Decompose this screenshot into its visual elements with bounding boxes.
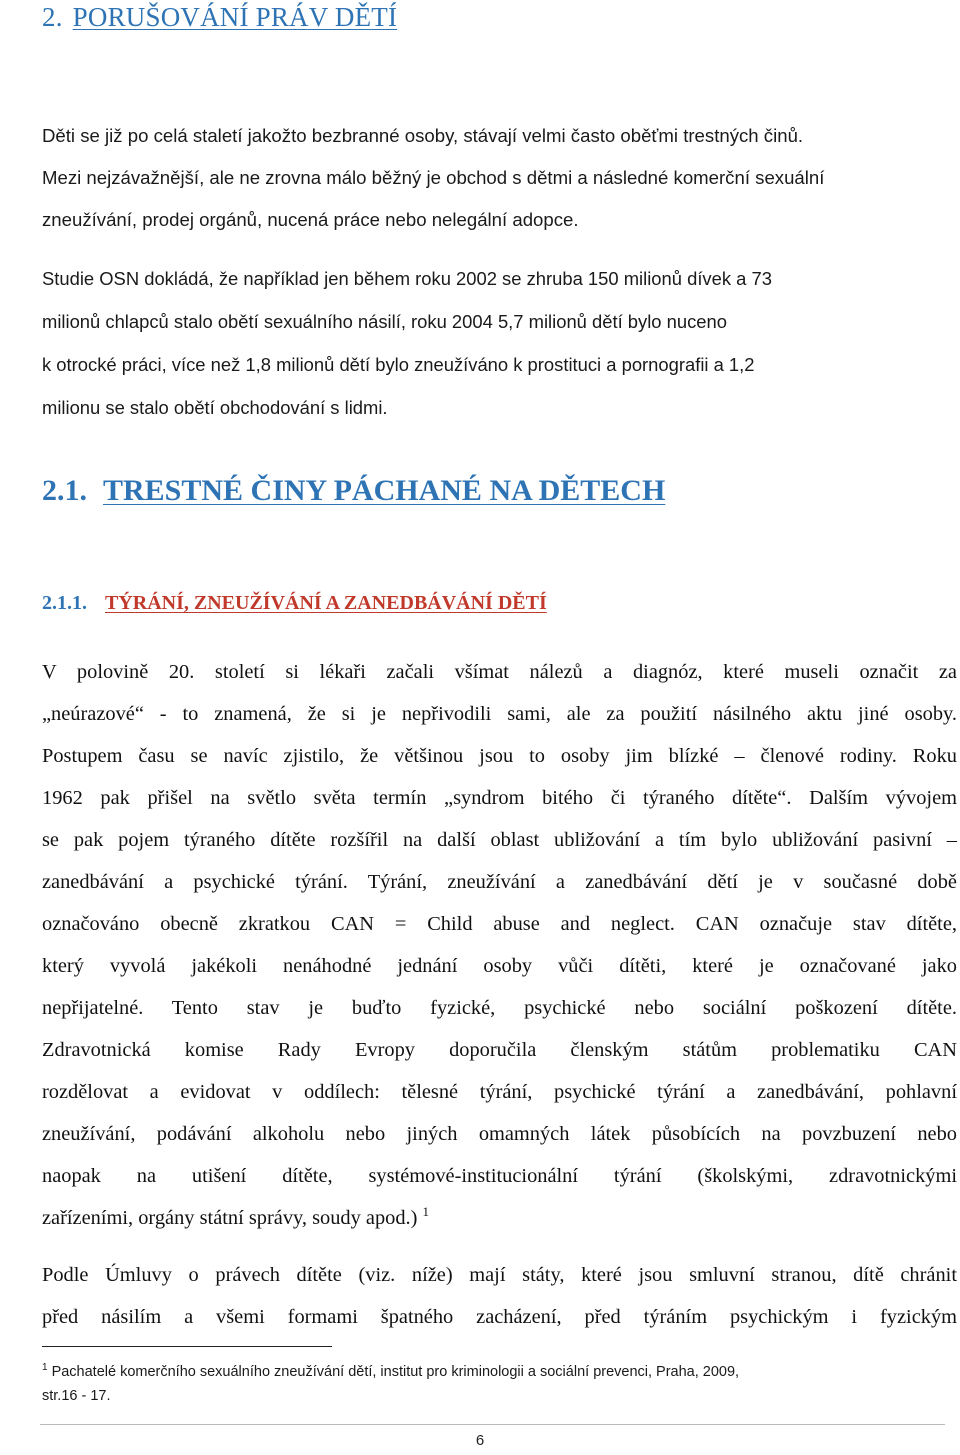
- intro-paragraph: [42, 115, 957, 241]
- footnote: [42, 1356, 942, 1408]
- text-line: 1962 pak přišel na světlo světa termín „syndrom bitého či týraného dítěte“. Dalším vývojem: [42, 787, 957, 809]
- text-line: před násilím a všemi formami špatného zacházení, před týráním psychickým i fyzickým: [42, 1306, 957, 1328]
- umluva-paragraph: [42, 1254, 957, 1338]
- footnote-number: 1: [42, 1362, 48, 1373]
- footnote-text: Pachatelé komerčního sexuálního zneužívání dětí, institut pro kriminologii a sociální prevenci, Praha, 2009,: [51, 1363, 740, 1380]
- last-line-text: zařízeními, orgány státní správy, soudy apod.): [42, 1207, 418, 1229]
- text-line: zneužívání, podávání alkoholu nebo jiných omamných látek působících na povzbuzení nebo: [42, 1123, 957, 1145]
- text-line: který vyvolá jakékoli nenáhodné jednání osoby vůči dítěti, které je označované jako: [42, 955, 957, 977]
- text-line: Zdravotnická komise Rady Evropy doporučila členským státům problematiku CAN: [42, 1039, 957, 1061]
- subsection-number: 2.1.1.: [42, 592, 87, 614]
- text-line: rozdělovat a evidovat v oddílech: tělesné týrání, psychické týrání a zanedbávání, pohlavní: [42, 1081, 957, 1103]
- text-line: k otrocké práci, více než 1,8 milionů dětí bylo zneužíváno k prostituci a pornografii a 1,2: [42, 354, 755, 375]
- section-heading: [42, 474, 665, 508]
- text-line: nepřijatelné. Tento stav je buďto fyzické, psychické nebo sociální poškození dítěte.: [42, 997, 957, 1019]
- text-line: Podle Úmluvy o právech dítěte (viz. níže) mají státy, které jsou smluvní stranou, dítě chránit: [42, 1264, 957, 1286]
- text-line: Studie OSN dokládá, že například jen během roku 2002 se zhruba 150 milionů dívek a 73: [42, 268, 772, 289]
- text-line: „neúrazové“ - to znamená, že si je nepřivodili sami, ale za použití násilného aktu jiné osoby.: [42, 703, 957, 725]
- chapter-number: 2.: [42, 2, 63, 32]
- footnote-separator: [42, 1346, 332, 1347]
- text-line: Mezi nejzávažnější, ale ne zrovna málo běžný je obchod s dětmi a následné komerční sexuální: [42, 167, 825, 188]
- text-line: Děti se již po celá staletí jakožto bezbranné osoby, stávají velmi často oběťmi trestných činů.: [42, 125, 804, 146]
- text-line: [42, 1197, 957, 1239]
- osn-paragraph: [42, 257, 957, 429]
- text-line: milionu se stalo obětí obchodování s lidmi.: [42, 397, 388, 418]
- can-paragraph: [42, 651, 957, 1239]
- text-line: V polovině 20. století si lékaři začali všímat nálezů a diagnóz, které museli označit za: [42, 661, 957, 683]
- subsection-heading: [42, 592, 547, 615]
- text-line: milionů chlapců stalo obětí sexuálního násilí, roku 2004 5,7 milionů dětí bylo nuceno: [42, 311, 727, 332]
- text-line: Postupem času se navíc zjistilo, že většinou jsou to osoby jim blízké – členové rodiny. Roku: [42, 745, 957, 767]
- page-footer-divider: [40, 1424, 945, 1425]
- section-number: 2.1.: [42, 474, 87, 507]
- chapter-title: PORUŠOVÁNÍ PRÁV DĚTÍ: [72, 2, 398, 32]
- text-line: zneužívání, prodej orgánů, nucená práce nebo nelegální adopce.: [42, 209, 579, 230]
- page-number: 6: [475, 1432, 485, 1449]
- footnote-text-continued: str.16 - 17.: [42, 1387, 111, 1404]
- text-line: naopak na utišení dítěte, systémové-institucionální týrání (školskými, zdravotnickými: [42, 1165, 957, 1187]
- section-title: TRESTNÉ ČINY PÁCHANÉ NA DĚTECH: [103, 474, 666, 507]
- footnote-reference[interactable]: 1: [422, 1204, 430, 1220]
- subsection-title: TÝRÁNÍ, ZNEUŽÍVÁNÍ A ZANEDBÁVÁNÍ DĚTÍ: [105, 592, 547, 614]
- text-line: se pak pojem týraného dítěte rozšířil na další oblast ubližování a tím bylo ubližování pasivní –: [42, 829, 957, 851]
- chapter-heading: [42, 2, 397, 33]
- text-line: zanedbávání a psychické týrání. Týrání, zneužívání a zanedbávání dětí je v současné době: [42, 871, 957, 893]
- text-line: označováno obecně zkratkou CAN = Child abuse and neglect. CAN označuje stav dítěte,: [42, 913, 957, 935]
